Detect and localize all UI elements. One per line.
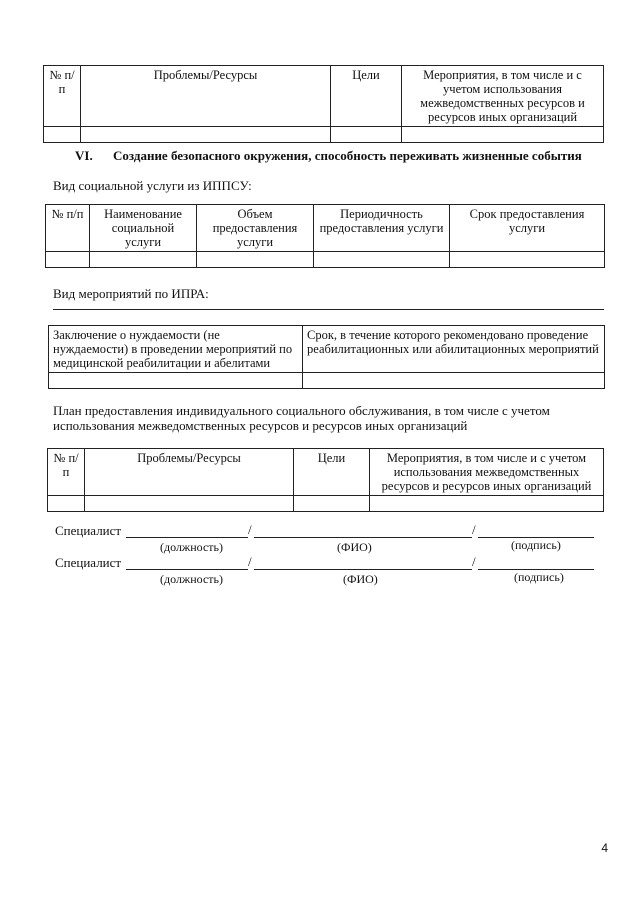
table-header-row xyxy=(49,326,605,373)
position-line[interactable] xyxy=(126,569,248,570)
name-line[interactable] xyxy=(254,569,472,570)
column-header-goals: Цели xyxy=(331,66,402,127)
position-line[interactable] xyxy=(126,537,248,538)
column-header-rehab-term: Срок, в течение которого рекомендовано проведение реабилитационных или абилитационных мероприятий xyxy=(303,326,605,373)
table-row xyxy=(49,373,605,389)
signature-caption: (подпись) xyxy=(511,538,561,552)
column-header-conclusion: Заключение о нуждаемости (не нуждаемости) в проведении мероприятий по медицинской реабилитации и абелитами xyxy=(49,326,303,373)
position-caption: (должность) xyxy=(160,540,223,554)
column-header-problems: Проблемы/Ресурсы xyxy=(81,66,331,127)
column-header-number: № п/п xyxy=(48,449,85,496)
separator-slash: / xyxy=(472,522,476,537)
table-row xyxy=(46,252,605,268)
table-cell xyxy=(450,252,605,268)
table-header-row xyxy=(46,205,605,252)
column-header-goals: Цели xyxy=(294,449,370,496)
table-cell xyxy=(402,127,604,143)
name-line[interactable] xyxy=(254,537,472,538)
table-cell xyxy=(46,252,90,268)
name-caption: (ФИО) xyxy=(337,540,372,554)
section-number: VI. xyxy=(75,148,93,163)
plan-table-top xyxy=(43,65,604,143)
table-row xyxy=(44,127,604,143)
column-header-term: Срок предоставления услуги xyxy=(450,205,605,252)
specialist-label: Специалист xyxy=(55,555,122,570)
column-header-service-name: Наименование социальной услуги xyxy=(90,205,197,252)
separator-slash: / xyxy=(248,554,252,569)
section-title: Создание безопасного окружения, способность переживать жизненные события xyxy=(113,148,582,163)
service-table xyxy=(45,204,605,268)
table-cell xyxy=(81,127,331,143)
plan-table-bottom xyxy=(47,448,604,512)
table-cell xyxy=(85,496,294,512)
separator-slash: / xyxy=(472,554,476,569)
table-cell xyxy=(49,373,303,389)
column-header-frequency: Периодичность предоставления услуги xyxy=(314,205,450,252)
table-header-row xyxy=(48,449,604,496)
column-header-problems: Проблемы/Ресурсы xyxy=(85,449,294,496)
table-row xyxy=(48,496,604,512)
plan-text-line2: использования межведомственных ресурсов и ресурсов иных организаций xyxy=(53,418,468,433)
table-cell xyxy=(197,252,314,268)
table-cell xyxy=(331,127,402,143)
name-caption: (ФИО) xyxy=(343,572,378,586)
page-number: 4 xyxy=(601,841,608,855)
table-cell xyxy=(48,496,85,512)
table-header-row xyxy=(44,66,604,127)
ipra-fill-line xyxy=(53,309,604,310)
table-cell xyxy=(294,496,370,512)
table-cell xyxy=(303,373,605,389)
table-cell xyxy=(314,252,450,268)
column-header-number: № п/п xyxy=(44,66,81,127)
specialist-label: Специалист xyxy=(55,523,122,538)
position-caption: (должность) xyxy=(160,572,223,586)
service-type-label: Вид социальной услуги из ИППСУ: xyxy=(53,178,252,193)
section-heading xyxy=(75,148,582,164)
separator-slash: / xyxy=(248,522,252,537)
plan-text-line1: План предоставления индивидуального социального обслуживания, в том числе с учетом xyxy=(53,403,550,418)
column-header-measures: Мероприятия, в том числе и с учетом использования межведомственных ресурсов и ресурсов иных организаций xyxy=(370,449,604,496)
column-header-number: № п/п xyxy=(46,205,90,252)
table-cell xyxy=(44,127,81,143)
table-cell xyxy=(370,496,604,512)
ipra-label: Вид мероприятий по ИПРА: xyxy=(53,286,209,301)
signature-caption: (подпись) xyxy=(514,570,564,584)
column-header-measures: Мероприятия, в том числе и с учетом использования межведомственных ресурсов и ресурсов иных организаций xyxy=(402,66,604,127)
ipra-table xyxy=(48,325,605,389)
table-cell xyxy=(90,252,197,268)
column-header-volume: Объем предоставления услуги xyxy=(197,205,314,252)
